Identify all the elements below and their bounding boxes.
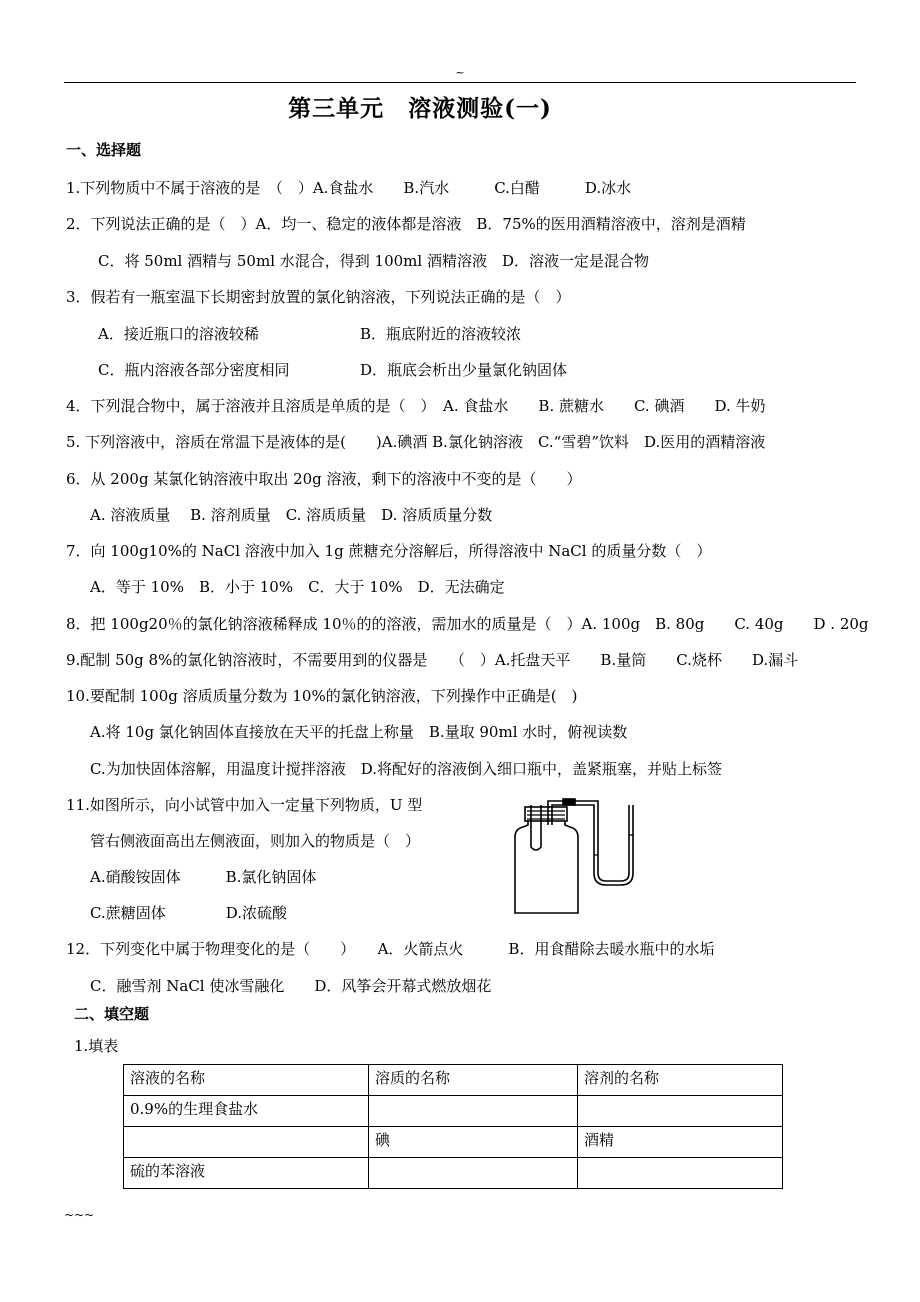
question-10: 10.要配制 100g 溶质质量分数为 10%的氯化钠溶液，下列操作中正确是( ) <box>66 687 578 705</box>
bottom-mark: ~~~ <box>64 1208 95 1222</box>
u-tube-apparatus-figure <box>503 795 643 920</box>
table-cell: 0.9%的生理食盐水 <box>124 1096 369 1127</box>
page-title: 第三单元 溶液测验(一) <box>288 95 552 122</box>
question-2: 2．下列说法正确的是（ ）A．均一、稳定的液体都是溶液 B．75%的医用酒精溶液中，溶剂是酒精 <box>66 215 746 233</box>
header-rule <box>64 82 856 83</box>
table-header-cell: 溶剂的名称 <box>578 1065 783 1096</box>
question-2-options: C．将 50ml 酒精与 50ml 水混合，得到 100ml 酒精溶液 D．溶液一定是混合物 <box>98 252 649 270</box>
question-3: 3．假若有一瓶室温下长期密封放置的氯化钠溶液，下列说法正确的是（ ） <box>66 288 571 306</box>
question-6-options: A. 溶液质量 B. 溶剂质量 C. 溶质质量 D. 溶质质量分数 <box>90 506 493 524</box>
question-8: 8．把 100g20％的氯化钠溶液稀释成 10％的的溶液，需加水的质量是（ ）A. 100g B. 80g C. 40g D . 20g <box>66 615 869 633</box>
table-cell <box>578 1096 783 1127</box>
top-mark: ~ <box>455 66 465 79</box>
table-cell <box>124 1127 369 1158</box>
question-3-option-c: C．瓶内溶液各部分密度相同 <box>98 361 290 379</box>
question-12: 12．下列变化中属于物理变化的是（ ） A．火箭点火 B．用食醋除去暖水瓶中的水垢 <box>66 940 715 958</box>
question-11-continued: 管右侧液面高出左侧液面，则加入的物质是（ ） <box>90 832 421 850</box>
question-3-option-b: B．瓶底附近的溶液较浓 <box>360 325 522 343</box>
question-3-option-a: A．接近瓶口的溶液较稀 <box>98 325 259 343</box>
question-10-options-ab: A.将 10g 氯化钠固体直接放在天平的托盘上称量 B.量取 90ml 水时，俯视读数 <box>90 723 628 741</box>
section-heading-fill: 二、填空题 <box>74 1005 150 1023</box>
question-11: 11.如图所示，向小试管中加入一定量下列物质，U 型 <box>66 796 423 814</box>
table-row <box>124 1127 783 1158</box>
table-cell <box>578 1158 783 1189</box>
question-7-options: A．等于 10% B．小于 10% C．大于 10% D．无法确定 <box>90 578 505 596</box>
section-heading-choice: 一、选择题 <box>66 141 142 159</box>
fill-question-1: 1.填表 <box>74 1037 119 1055</box>
question-5: 5. 下列溶液中，溶质在常温下是液体的是( )A.碘酒 B.氯化钠溶液 C.“雪碧”饮料 D.医用的酒精溶液 <box>66 433 766 451</box>
table-header-cell: 溶液的名称 <box>124 1065 369 1096</box>
question-10-options-cd: C.为加快固体溶解，用温度计搅拌溶液 D.将配好的溶液倒入细口瓶中，盖紧瓶塞，并贴上标签 <box>90 760 722 778</box>
table-header-cell: 溶质的名称 <box>369 1065 578 1096</box>
question-1: 1.下列物质中不属于溶液的是 （ ）A.食盐水 B.汽水 C.白醋 D.冰水 <box>66 179 632 197</box>
question-9: 9.配制 50g 8%的氯化钠溶液时，不需要用到的仪器是 （ ）A.托盘天平 B.量筒 C.烧杯 D.漏斗 <box>66 651 799 669</box>
table-cell: 酒精 <box>578 1127 783 1158</box>
table-row <box>124 1096 783 1127</box>
question-12-options-cd: C．融雪剂 NaCl 使冰雪融化 D．风筝会开幕式燃放烟花 <box>90 977 492 995</box>
table-cell <box>369 1158 578 1189</box>
table-cell: 碘 <box>369 1127 578 1158</box>
table-cell: 硫的苯溶液 <box>124 1158 369 1189</box>
table-header-row <box>124 1065 783 1096</box>
question-4: 4．下列混合物中，属于溶液并且溶质是单质的是（ ） A. 食盐水 B. 蔗糖水 C. 碘酒 D. 牛奶 <box>66 397 766 415</box>
fill-table <box>123 1064 783 1189</box>
table-cell <box>369 1096 578 1127</box>
question-3-option-d: D．瓶底会析出少量氯化钠固体 <box>360 361 568 379</box>
question-7: 7．向 100g10%的 NaCl 溶液中加入 1g 蔗糖充分溶解后，所得溶液中 NaCl 的质量分数（ ） <box>66 542 712 560</box>
question-11-options-cd: C.蔗糖固体 D.浓硫酸 <box>90 904 287 922</box>
question-11-options-ab: A.硝酸铵固体 B.氯化钠固体 <box>90 868 317 886</box>
question-6: 6．从 200g 某氯化钠溶液中取出 20g 溶液，剩下的溶液中不变的是（ ） <box>66 470 582 488</box>
table-row <box>124 1158 783 1189</box>
